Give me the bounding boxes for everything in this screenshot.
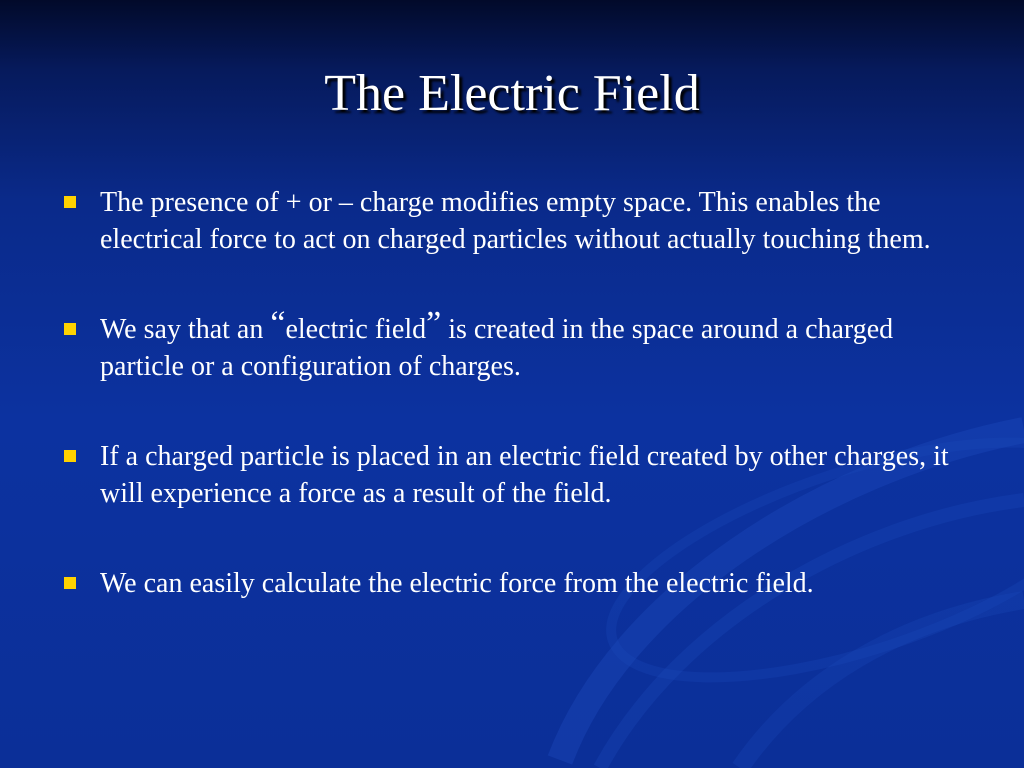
bullet-item (60, 305, 960, 385)
open-quote: “ (270, 305, 286, 342)
square-bullet-icon (64, 323, 76, 335)
bullet-item (60, 438, 960, 512)
square-bullet-icon (64, 577, 76, 589)
bullet-text: We can easily calculate the electric force from the electric field. (100, 568, 814, 599)
bullet-text: The presence of + or – charge modifies empty space. This enables the electrical force to act on charged particles without actually touching them. (100, 187, 931, 255)
bullet-text-before: We say that an (100, 314, 271, 345)
close-quote: ” (426, 305, 442, 342)
bullet-list (60, 184, 960, 602)
bullet-item (60, 184, 960, 258)
bullet-text-after: is created in the space around a charged particle or a configuration of charges. (100, 314, 894, 382)
square-bullet-icon (64, 450, 76, 462)
bullet-text: If a charged particle is placed in an electric field created by other charges, it will experience a force as a result of the field. (100, 441, 949, 509)
quoted-term: electric field (285, 314, 427, 345)
square-bullet-icon (64, 196, 76, 208)
slide-title: The Electric Field (324, 65, 700, 122)
bullet-item (60, 565, 960, 602)
